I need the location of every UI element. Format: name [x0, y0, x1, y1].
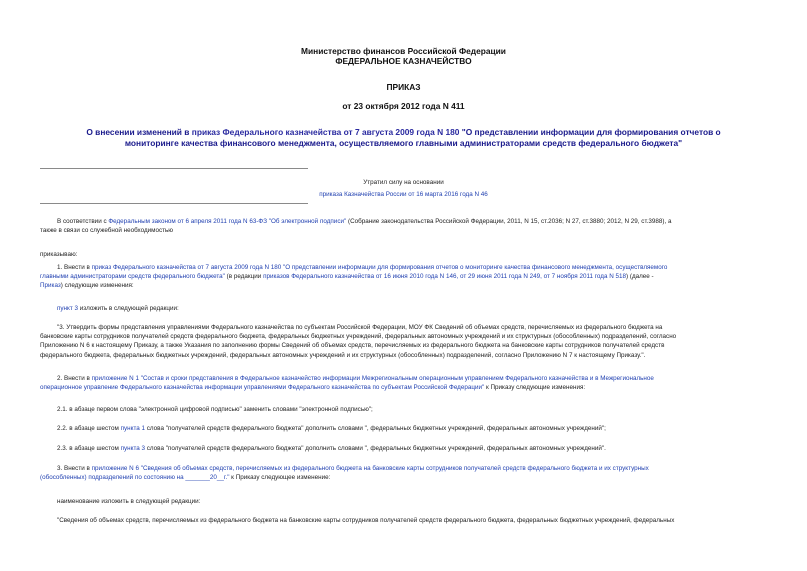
p8-text-a: 2.3. в абзаце шестом — [57, 445, 121, 452]
item-2-3 — [57, 444, 606, 453]
paragraph-new-name: "Сведения об объемах средств, перечисляемых из федерального бюджета на банковские карты сотрудников получателей средств федерального бюджета, федеральных бюджетных учреждений, федеральных — [57, 517, 675, 524]
p4-line-1: "3. Утвердить формы представления управлениями Федерального казначейства по субъектам Российской Федерации, МОУ ФК Сведений об объемах средств, перечисляемых из федерального бюджета на — [57, 324, 663, 331]
p1-text-a: В соответствии с — [57, 218, 109, 225]
p5-text-a: 2. Внести в — [57, 375, 92, 382]
ministry-name: Министерство финансов Российской Федерации — [301, 46, 506, 56]
separator-rule — [40, 168, 308, 169]
p4-line-4: федерального бюджета, федеральных бюджетных учреждений, федеральных автономных учреждений и их структурных (обособленных) подразделений, согласно Приложению N 7 к настоящему Приказу.". — [40, 351, 646, 359]
appendix-1-link[interactable]: приложение N 1 — [91, 375, 139, 382]
title-link[interactable]: приказ Федерального казначейства от 7 августа 2009 года N 180 — [191, 127, 460, 137]
repeal-order-link[interactable]: приказа Казначейства России от 16 марта 2016 года N 46 — [319, 191, 488, 198]
appendix-6-link[interactable]: приложение N 6 — [91, 465, 139, 472]
p2-text-a: 1. Внести в — [57, 264, 92, 271]
p4-line-2: банковские карты сотрудников получателей средств федерального бюджета, федеральных бюджетных учреждений, федеральных автономных учреждений и их структурных (обособленных) подразделений, согласно — [40, 333, 677, 341]
paragraph-preamble — [40, 217, 771, 235]
order-ref-link[interactable]: Приказ — [40, 282, 61, 290]
item-2-2 — [57, 424, 606, 433]
document-type: ПРИКАЗ — [386, 82, 421, 92]
appendix-1-title-link-cont[interactable]: операционное управление Федерального казначейства информации управлениями Федерального казначейства по субъектам Российской Федерации" — [40, 384, 485, 392]
item-2-1: 2.1. в абзаце первом слова "электронной цифровой подписью" заменить словами "электронной подписью"; — [57, 406, 373, 413]
document-date-number: от 23 октября 2012 года N 411 — [342, 101, 465, 111]
paragraph-point-3 — [57, 304, 771, 313]
appendix-6-title-link[interactable]: "Сведения об объемах средств, перечисляемых из федерального бюджета на банковские карты сотрудников получателей средств федерального бюджета и их структурных — [138, 465, 649, 472]
paragraph-item-1 — [40, 263, 771, 291]
title-prefix: О внесении изменений в — [86, 127, 192, 137]
p1-text-c: также в связи со служебной необходимостью — [40, 227, 174, 235]
point-1-link[interactable]: пункта 1 — [120, 425, 146, 432]
status-note-link[interactable] — [0, 190, 807, 199]
paragraph-item-3 — [40, 464, 771, 482]
order-180-link[interactable]: приказ Федерального казначейства от 7 августа 2009 года N 180 "О представлении информации для формирования отчетов о мониторинге качества финансового менеджмента, осуществляемого — [91, 264, 668, 271]
point-3-link[interactable]: пункт 3 — [57, 305, 78, 312]
agency-name: ФЕДЕРАЛЬНОЕ КАЗНАЧЕЙСТВО — [335, 56, 472, 66]
p9-text-a: 3. Внести в — [57, 465, 92, 472]
document-title — [38, 127, 769, 148]
p9-text-b: к Приказу следующее изменение: — [229, 474, 331, 482]
p4-line-3: Приложению N 6 к настоящему Приказу, а также Указания по заполнению формы Сведений об объемах средств, перечисляемых из федерального бюджета на банковские карты сотрудников получателей средств — [40, 342, 665, 350]
paragraph-item-2 — [40, 374, 771, 392]
title-quoted-line1: "О представлении информации для формирования отчетов о — [459, 127, 721, 137]
p2-text-d: ) следующие изменения: — [60, 282, 134, 290]
appendix-1-title-link[interactable]: "Состав и сроки представления в Федеральное казначейство информации Межрегиональным операционным управлением Федерального казначейства и в Межрегиональное — [138, 375, 654, 382]
p7-text-b: слова "получателей средств федерального бюджета" дополнить словами ", федеральных бюджетных учреждений, федеральных автономных учреждений"; — [145, 425, 606, 432]
federal-law-link[interactable]: Федеральным законом от 6 апреля 2011 года N 63-ФЗ "Об электронной подписи" — [108, 218, 347, 225]
p2-text-b: (в редакции — [224, 273, 264, 281]
p7-text-a: 2.2. в абзаце шестом — [57, 425, 121, 432]
order-word: приказываю: — [40, 251, 78, 258]
status-note-text: Утратил силу на основании — [363, 179, 444, 186]
separator-rule-2 — [40, 203, 308, 204]
p3-text: изложить в следующей редакции: — [78, 305, 179, 312]
paragraph-name-change: наименование изложить в следующей редакции: — [57, 498, 201, 505]
order-180-link-cont[interactable]: главными администраторами средств федерального бюджета" — [40, 273, 225, 281]
p1-text-b: (Собрание законодательства Российской Федерации, 2011, N 15, ст.2036; N 27, ст.3880; 2012, N 29, ст.3988), а — [346, 218, 672, 225]
paragraph-new-point-3 — [40, 323, 771, 360]
appendix-6-title-link-cont[interactable]: (обособленных) подразделений по состоянию на _______20__г." — [40, 474, 230, 482]
p8-text-b: слова "получателей средств федерального бюджета" дополнить словами ", федеральных бюджетных учреждений, федеральных автономных учреждений". — [145, 445, 606, 452]
p2-text-c: ) (далее - — [626, 273, 654, 281]
point-3-link-2[interactable]: пункта 3 — [120, 445, 146, 452]
p5-text-b: к Приказу следующие изменения: — [484, 384, 586, 392]
amending-orders-link[interactable]: приказов Федерального казначейства от 16 июня 2010 года N 146, от 29 июня 2011 года N 249, от 7 ноября 2011 года N 518 — [263, 273, 626, 281]
title-line2: мониторинге качества финансового менеджмента, осуществляемого главными администраторами средств федерального бюджета" — [124, 137, 683, 148]
